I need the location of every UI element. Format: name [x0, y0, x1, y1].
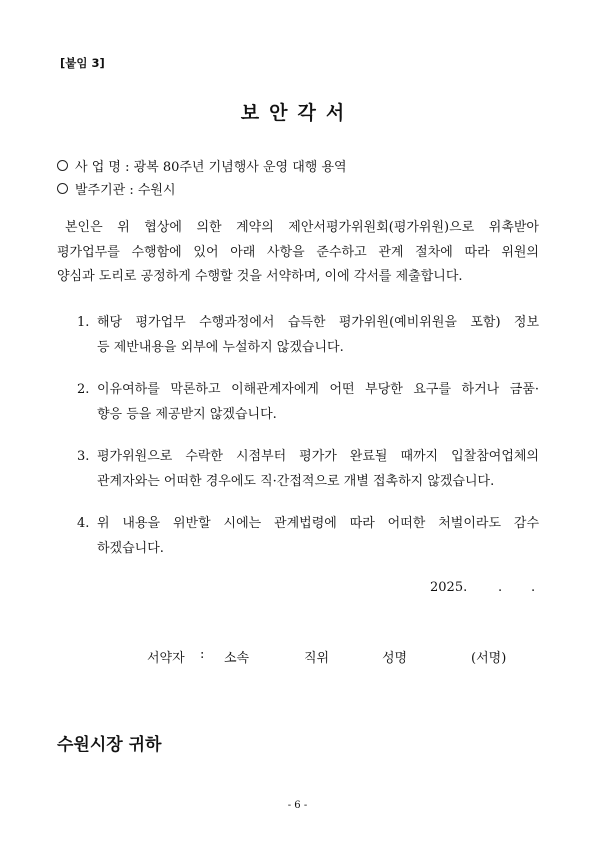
closing-addressee: 수원시장 귀하 — [57, 735, 162, 755]
document-title: 보안각서 — [240, 102, 355, 124]
item-text: 하겠습니다. — [97, 541, 164, 556]
item-text: 평가위원으로 수락한 시점부터 평가가 완료될 때까지 입찰참여업체의 — [97, 449, 539, 464]
circle-bullet-icon — [57, 183, 68, 194]
intro-line: 본인은 위 협상에 의한 계약의 제안서평가위원회(평가위원)으로 위촉받아 — [65, 220, 539, 235]
pledger-label: 서약자 — [147, 651, 185, 666]
date-year: 2025. — [430, 580, 468, 595]
intro-line: 양심과 도리로 공정하게 수행할 것을 서약하며, 이에 각서를 제출합니다. — [57, 269, 463, 284]
circle-bullet-icon — [57, 160, 68, 171]
position-label: 직위 — [304, 651, 330, 666]
name-label: 성명 — [382, 651, 408, 666]
attachment-label: [붙임 3] — [60, 56, 105, 70]
item-number: 4. — [77, 516, 90, 531]
signature-colon: : — [200, 647, 205, 662]
item-text: 위 내용을 위반할 시에는 관계법령에 따라 어떠한 처벌이라도 감수 — [97, 516, 539, 531]
pledge-item-4 — [77, 511, 539, 561]
pledge-item-1 — [77, 310, 539, 360]
pledge-item-3 — [77, 444, 539, 494]
item-number: 3. — [77, 449, 90, 464]
item-text: 관계자와는 어떠한 경우에도 직·간접적으로 개별 접촉하지 않겠습니다. — [97, 474, 495, 489]
item-text: 해당 평가업무 수행과정에서 습득한 평가위원(예비위원을 포함) 정보 — [97, 315, 539, 330]
date-line — [430, 580, 535, 595]
item-number: 1. — [77, 315, 90, 330]
item-text: 향응 등을 제공받지 않겠습니다. — [97, 407, 277, 422]
agency-info-row — [57, 179, 176, 198]
page-number: - 6 - — [287, 800, 308, 811]
item-text: 등 제반내용을 외부에 누설하지 않겠습니다. — [97, 340, 344, 355]
intro-paragraph — [57, 216, 539, 290]
date-month: . — [498, 580, 503, 595]
date-day: . — [531, 580, 536, 595]
project-info-row — [57, 156, 347, 175]
project-name: 사 업 명 : 광복 80주년 기념행사 운영 대행 용역 — [75, 160, 347, 175]
affiliation-label: 소속 — [224, 651, 250, 666]
item-number: 2. — [77, 382, 90, 397]
item-text: 이유여하를 막론하고 이해관계자에게 어떤 부당한 요구를 하거나 금품· — [97, 382, 539, 397]
pledge-item-2 — [77, 377, 539, 427]
intro-line: 평가업무를 수행함에 있어 아래 사항을 준수하고 관계 절차에 따라 위원의 — [57, 244, 539, 260]
ordering-agency: 발주기관 : 수원시 — [75, 183, 176, 198]
signature-seal-label: (서명) — [471, 651, 507, 666]
